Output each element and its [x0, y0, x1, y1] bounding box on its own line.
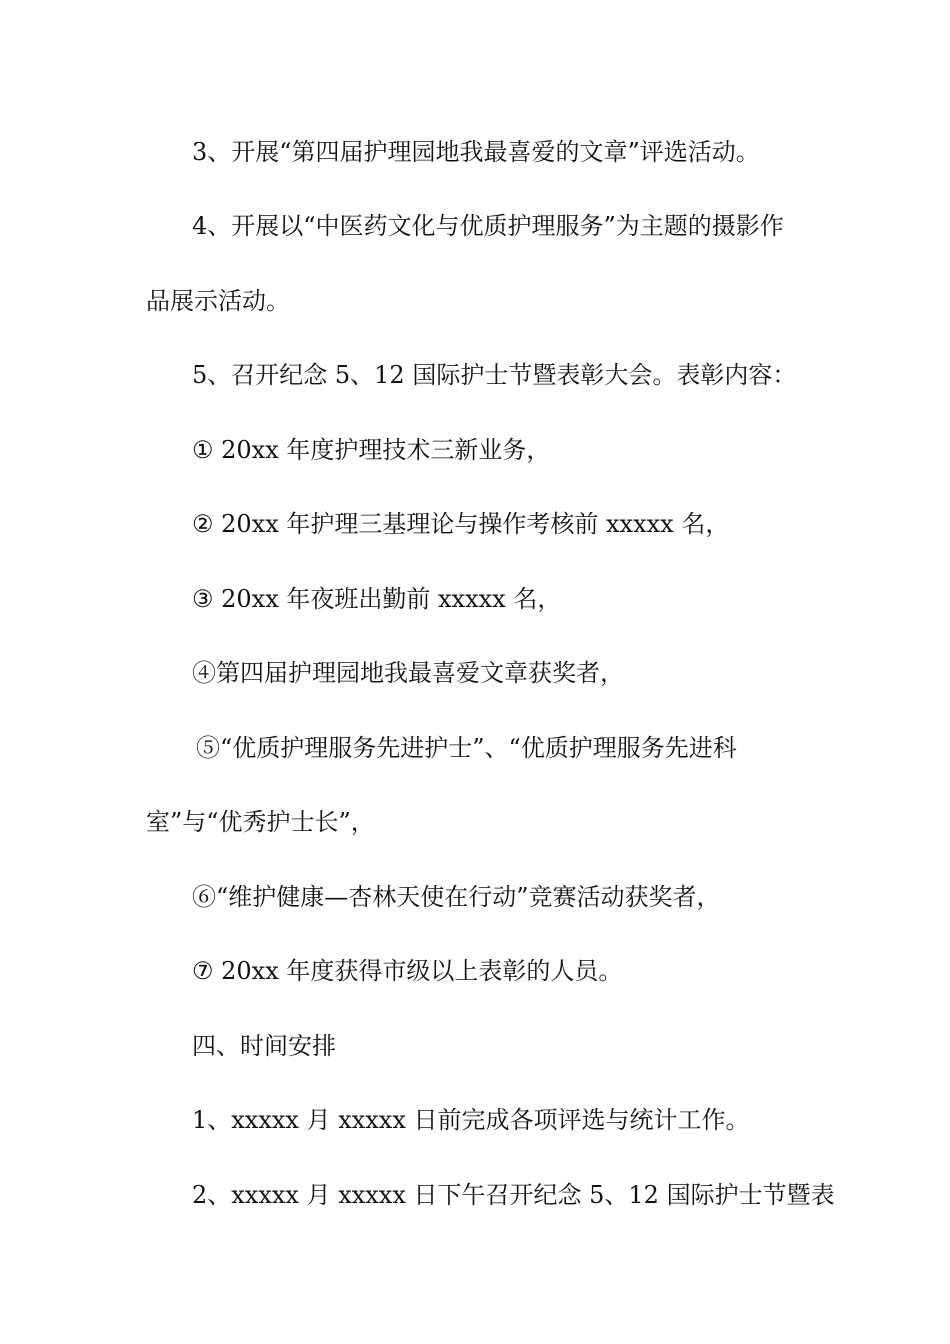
list-item-7: ⑦ 20xx 年度获得市级以上表彰的人员。: [192, 957, 623, 985]
paragraph-line-1: 3、开展“第四届护理园地我最喜爱的文章”评选活动。: [192, 138, 760, 166]
list-item-3: ③ 20xx 年夜班出勤前 xxxxx 名，: [192, 585, 562, 613]
schedule-item-1: 1、xxxxx 月 xxxxx 日前完成各项评选与统计工作。: [192, 1106, 750, 1134]
list-item-5-continued: 室”与“优秀护士长”，: [146, 808, 375, 836]
list-item-1: ① 20xx 年度护理技术三新业务，: [192, 436, 551, 464]
paragraph-line-4: 5、召开纪念 5、12 国际护士节暨表彰大会。表彰内容：: [192, 361, 797, 389]
list-item-4: ④第四届护理园地我最喜爱文章获奖者，: [192, 659, 624, 687]
paragraph-line-3: 品展示活动。: [146, 287, 290, 315]
schedule-item-2: 2、xxxxx 月 xxxxx 日下午召开纪念 5、12 国际护士节暨表: [192, 1181, 835, 1209]
paragraph-line-2: 4、开展以“中医药文化与优质护理服务”为主题的摄影作: [192, 212, 784, 240]
list-item-5: ⑤“优质护理服务先进护士”、“优质护理服务先进科: [196, 734, 737, 762]
list-item-6: ⑥“维护健康—杏林天使在行动”竞赛活动获奖者，: [192, 883, 721, 911]
list-item-2: ② 20xx 年护理三基理论与操作考核前 xxxxx 名，: [192, 510, 730, 538]
section-heading: 四、时间安排: [192, 1032, 336, 1060]
